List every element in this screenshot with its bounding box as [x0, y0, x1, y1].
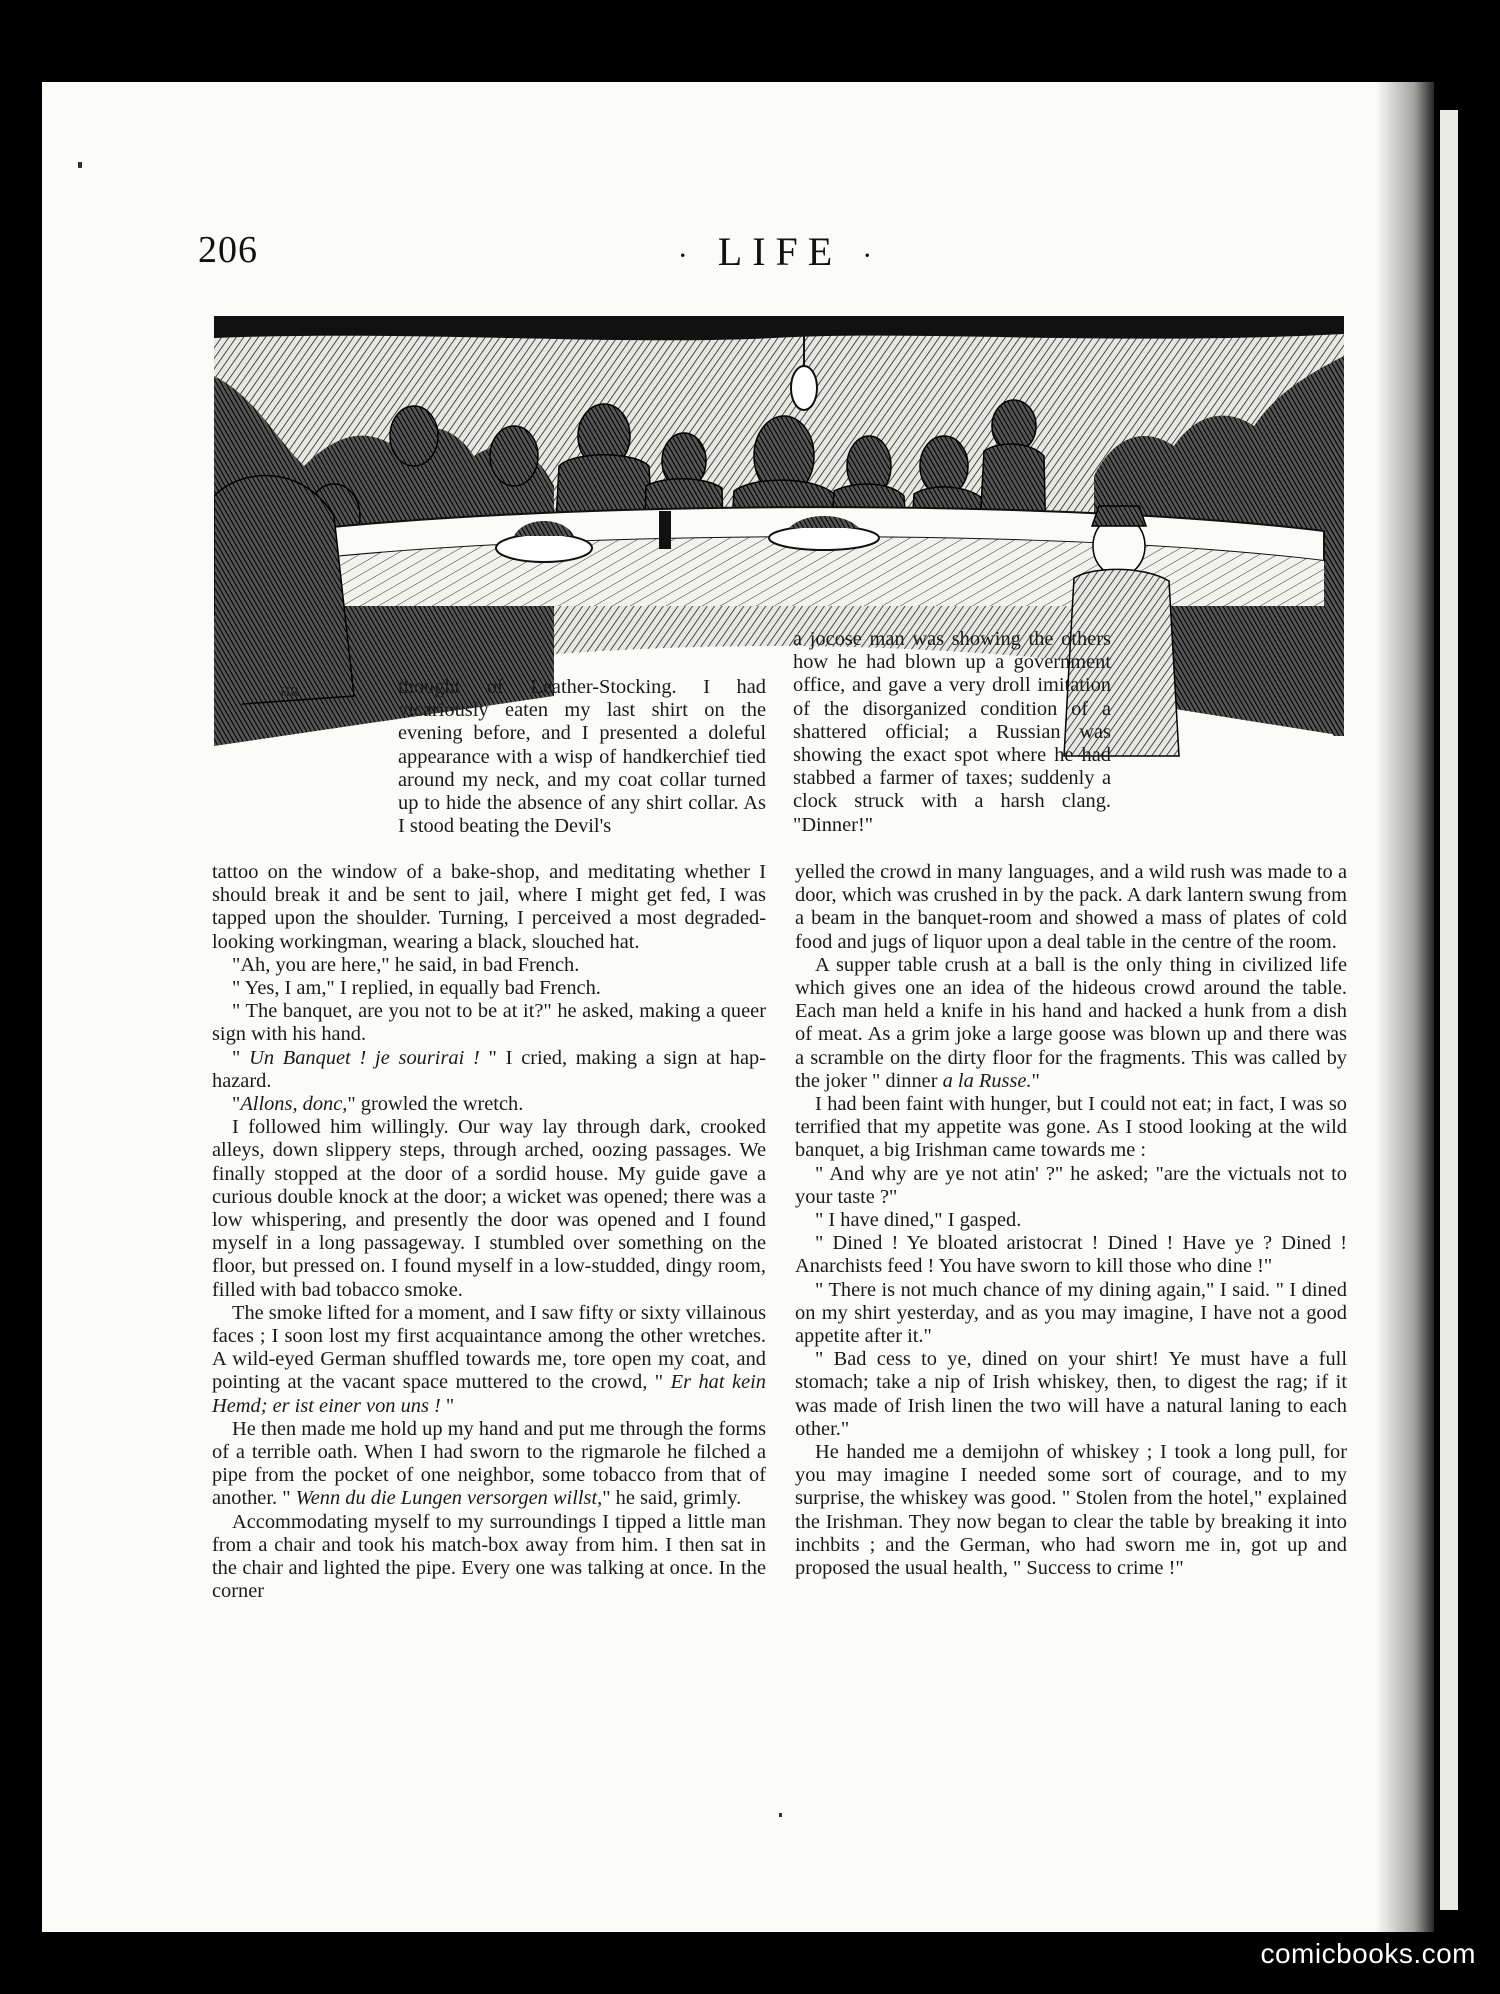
paragraph: [212, 1047, 766, 1093]
paragraph: [212, 861, 766, 954]
masthead: [560, 228, 1000, 275]
paragraph-text: " Yes, I am," I replied, in equally bad French.: [232, 977, 601, 1000]
paragraph-text: " growled the wretch.: [347, 1093, 524, 1116]
paragraph-text: The smoke lifted for a moment, and I saw fifty or sixty villainous faces ; I soon lost my first acquaintance among the other wretches. A wild-eyed German shuffled towards me, tore open my coat, and pointing at the vacant space muttered to the crowd, ": [212, 1301, 767, 1394]
artist-signature: HR: [280, 685, 300, 700]
paragraph: [795, 1441, 1347, 1580]
engraving: [214, 316, 1344, 856]
paragraph: [795, 1209, 1347, 1232]
ink-speck: [779, 1813, 782, 1817]
ink-speck: [78, 162, 82, 168]
paragraph: [212, 1302, 766, 1418]
paragraph-text: ": [232, 1093, 241, 1116]
paragraph: [795, 1348, 1347, 1441]
paragraph-text: " There is not much chance of my dining again," I said. " I dined on my shirt yesterday, and as you may imagine, I have not a good appetite after it.": [795, 1278, 1347, 1348]
masthead-dot: ·: [677, 238, 698, 272]
paragraph-text: A supper table crush at a ball is the only thing in civilized life which gives one an idea of the hideous crowd around the table. Each man held a knife in his hand and hacked a hunk from a dish of meat. As a grim joke a large goose was blown up and there was a scramble on the dirty floor for the fragments. This was called by the joker " dinner: [795, 953, 1347, 1092]
paragraph-text: tattoo on the window of a bake-shop, and meditating whether I should break it and be sent to jail, where I might get fed, I was tapped upon the shoulder. Turning, I perceived a most degraded-looking workingman, wearing a black, slouched hat.: [212, 861, 766, 953]
italic-phrase: Er hat kein Hemd; er ist einer von uns !: [212, 1371, 766, 1417]
paragraph-text: I had been faint with hunger, but I could not eat; in fact, I was so terrified that my appetite was gone. As I stood looking at the wild banquet, a big Irishman came towards me :: [795, 1093, 1347, 1162]
spine-shadow: [1375, 82, 1440, 1932]
right-column: [795, 861, 1347, 1580]
paragraph-text: Accommodating myself to my surroundings I tipped a little man from a chair and took his match-box away from him. I then sat in the chair and lighted the pipe. Every one was talking at once. In the corner: [212, 1510, 766, 1603]
paragraph: [212, 977, 766, 1000]
paragraph-text: " Dined ! Ye bloated aristocrat ! Dined ! Have ye ? Dined ! Anarchists feed ! You have sworn to kill those who dine !": [795, 1232, 1347, 1278]
paragraph: [212, 1093, 766, 1116]
paragraph: [212, 1418, 766, 1511]
paragraph: [795, 1279, 1347, 1349]
paragraph-text: " I have dined," I gasped.: [815, 1209, 1022, 1232]
paragraph: [212, 1511, 766, 1604]
masthead-title: LIFE: [717, 229, 843, 274]
paragraph-text: " And why are ye not atin' ?" he asked; "are the victuals not to your taste ?": [795, 1162, 1347, 1208]
paragraph: [795, 1163, 1347, 1209]
italic-phrase: Allons, donc,: [240, 1093, 348, 1116]
masthead-dot: ·: [862, 238, 883, 272]
paragraph-text: I followed him willingly. Our way lay through dark, crooked alleys, down slippery steps, through arched, oozing passages. We finally stopped at the door of a sordid house. My guide gave a curious double knock at the door; a wicket was opened; there was a low whispering, and presently the door was opened and I found myself in a long passageway. I stumbled over something on the floor, but pressed on. I found myself in a low-studded, dingy room, filled with bad tobacco smoke.: [212, 1116, 766, 1301]
paragraph-text: He handed me a demijohn of whiskey ; I took a long pull, for you may imagine I needed some sort of courage, and to my surprise, the whiskey was good. " Stolen from the hotel," explained the Irishman. They now began to clear the table by breaking it into inchbits ; and the German, who had sworn me in, got up and proposed the usual health, " Success to crime !": [795, 1441, 1347, 1580]
paragraph-text: yelled the crowd in many languages, and a wild rush was made to a door, which was crushed in by the pack. A dark lantern swung from a beam in the banquet-room and showed a mass of plates of cold food and jugs of liquor upon a deal table in the centre of the room.: [795, 861, 1347, 953]
paragraph-text: " The banquet, are you not to be at it?" he asked, making a queer sign with his hand.: [212, 1000, 766, 1046]
paragraph: [795, 954, 1347, 1093]
paragraph: [212, 1000, 766, 1046]
next-page-edge: [1440, 110, 1458, 1910]
left-column: [212, 861, 766, 1604]
paragraph-text: "Ah, you are here," he said, in bad French.: [232, 953, 580, 976]
page-number: 206: [198, 229, 258, 271]
italic-phrase: Un Banquet ! je sourirai !: [249, 1046, 480, 1069]
watermark: comicbooks.com: [1260, 1938, 1476, 1969]
left-wrap-paragraph: thought of Leather-Stocking. I had vicariously eaten my last shirt on the evening before, and I presented a doleful appearance with a wisp of handkerchief tied around my neck, and my coat collar turned up to hide the absence of any shirt collar. As I stood beating the Devil's: [398, 676, 766, 838]
paragraph-text: ": [1031, 1069, 1040, 1092]
paragraph-text: He then made me hold up my hand and put me through the forms of a terrible oath. When I had sworn to the rigmarole he filched a pipe from the pocket of one neighbor, some tobacco from that of another. ": [212, 1417, 766, 1510]
paragraph: [212, 954, 766, 977]
paragraph-text: ": [440, 1394, 455, 1417]
paragraph-text: " Bad cess to ye, dined on your shirt! Ye must have a full stomach; take a nip of Irish whiskey, then, to digest the rag; if it was made of Irish linen the two will have a natural laning to each other.": [795, 1348, 1347, 1440]
banquet-illustration: [214, 316, 1344, 856]
italic-phrase: a la Russe.: [942, 1069, 1032, 1092]
paragraph: [795, 861, 1347, 954]
paragraph: [212, 1116, 766, 1302]
italic-phrase: Wenn du die Lungen versorgen willst,: [295, 1487, 603, 1510]
paragraph-text: " he said, grimly.: [602, 1487, 742, 1510]
right-wrap-paragraph: a jocose man was showing the others how he had blown up a government office, and gave a very droll imitation of the disorganized condition of a shattered official; a Russian was showing the exact spot where he had stabbed a farmer of taxes; suddenly a clock struck with a harsh clang. "Dinner!": [793, 628, 1111, 836]
paragraph: [795, 1093, 1347, 1163]
paragraph-text: ": [232, 1046, 250, 1069]
paragraph-text: " I cried, making a sign at hap-hazard.: [212, 1046, 766, 1092]
paragraph: [795, 1232, 1347, 1278]
